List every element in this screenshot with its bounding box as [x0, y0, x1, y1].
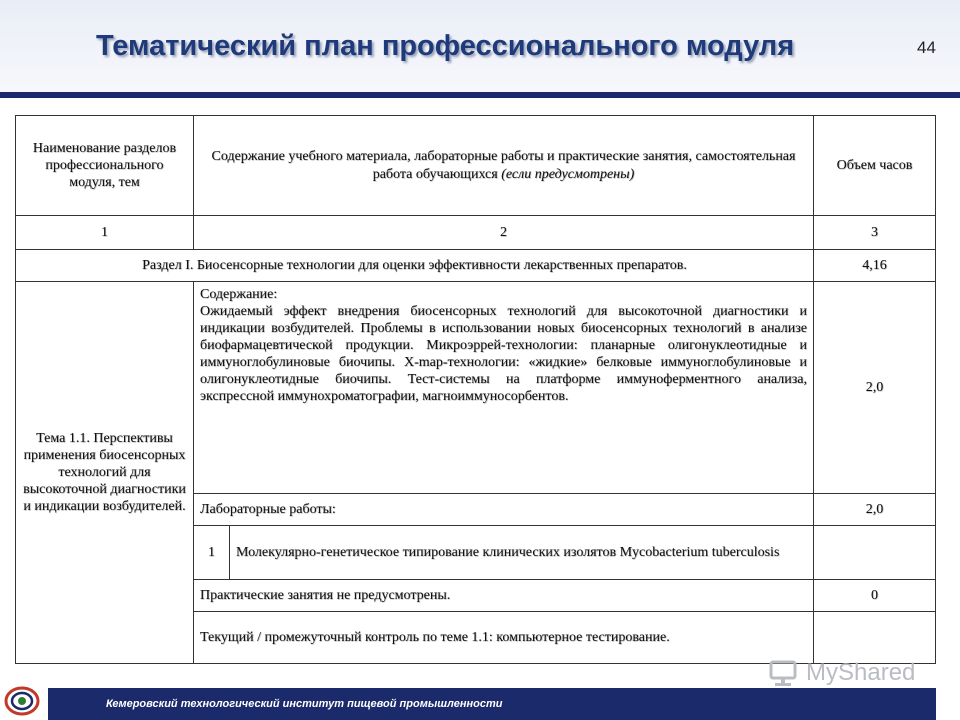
institute-name: Кемеровский технологический институт пищевой промышленности: [106, 698, 503, 710]
header-sections: Наименование разделов профессионального модуля, тем: [16, 116, 194, 216]
content-hours: 2,0: [814, 282, 936, 494]
column-number-2: 2: [194, 216, 814, 250]
presentation-icon: [768, 659, 798, 687]
header-content-main: Содержание учебного материала, лабораторные работы и практические занятия, самостоятельная работа обучающихся: [211, 149, 796, 182]
content-label: Содержание:: [200, 287, 278, 302]
slide-header: [0, 0, 960, 92]
column-number-3: 3: [814, 216, 936, 250]
footer-bar: [48, 688, 936, 720]
section-row: [16, 250, 936, 282]
watermark: [768, 657, 928, 689]
header-divider: [0, 92, 960, 98]
section-hours: 4,16: [814, 250, 936, 282]
practical-hours: 0: [814, 580, 936, 612]
topic-content: [194, 282, 814, 494]
header-content: [194, 116, 814, 216]
control-hours: [814, 612, 936, 664]
slide-number: 44: [917, 38, 936, 57]
content-text: Ожидаемый эффект внедрения биосенсорных технологий для высокоточной диагностики и индикации возбудителей. Проблемы в использовании новых биосенсорных технологий в анализе биофармацевтической продукции. Микроэррей-технологии: планарные олигонуклеотидные и иммуноглобулиновые биочипы. X-map-технологии: «жидкие» белковые иммуноглобулиновые и олигонуклеотидные биочипы. Тест-системы на платформе иммуноферментного анализа, экспрессной иммунохроматографии, магноиммуносорбентов.: [200, 304, 807, 405]
thematic-plan-table: [15, 115, 936, 664]
lab-item-number: 1: [194, 526, 230, 580]
table-header-row: [16, 116, 936, 216]
institute-logo-icon: [4, 686, 40, 716]
control-text: Текущий / промежуточный контроль по теме 1.1: компьютерное тестирование.: [194, 612, 814, 664]
section-title: Раздел I. Биосенсорные технологии для оценки эффективности лекарственных препаратов.: [16, 250, 814, 282]
slide-title: Тематический план профессионального модуля: [96, 30, 795, 62]
lab-hours: 2,0: [814, 494, 936, 526]
header-hours: Объем часов: [814, 116, 936, 216]
practical-text: Практические занятия не предусмотрены.: [194, 580, 814, 612]
lab-item-text: Молекулярно-генетическое типирование клинических изолятов Mycobacterium tuberculosis: [230, 526, 814, 580]
column-number-1: 1: [16, 216, 194, 250]
lab-item-hours: [814, 526, 936, 580]
lab-label: Лабораторные работы:: [194, 494, 814, 526]
watermark-text: MyShared: [806, 659, 916, 686]
column-number-row: [16, 216, 936, 250]
topic-name: Тема 1.1. Перспективы применения биосенсорных технологий для высокоточной диагностики и индикации возбудителей.: [16, 282, 194, 664]
topic-content-row: [16, 282, 936, 494]
header-content-note: (если предусмотрены): [501, 166, 635, 182]
